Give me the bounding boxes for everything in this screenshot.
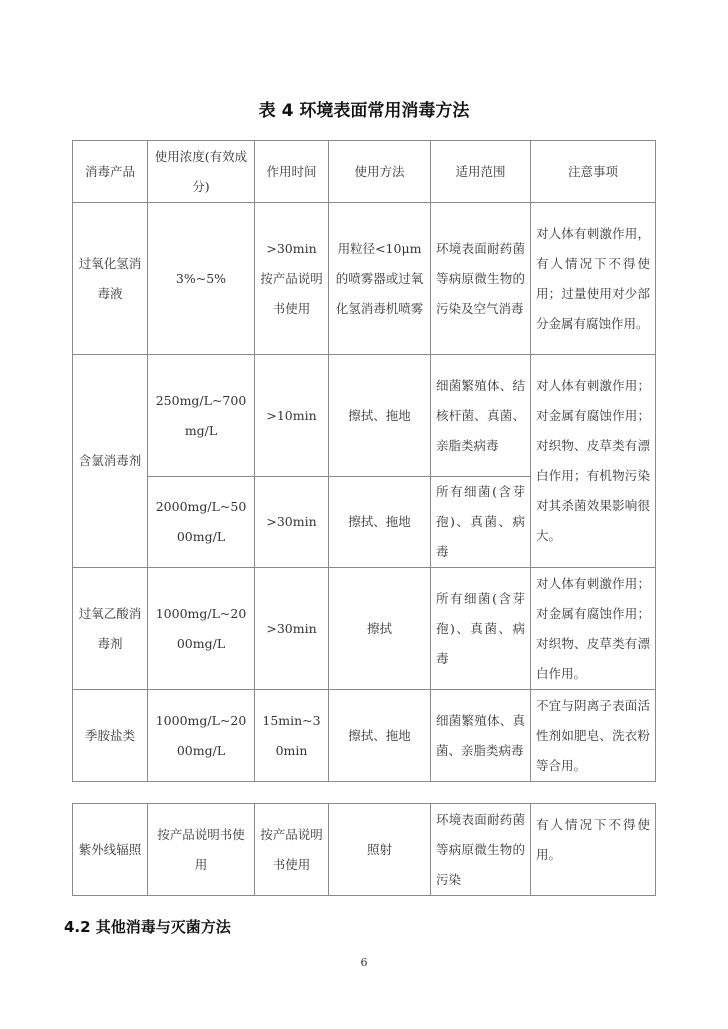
table-caption: 表 4 环境表面常用消毒方法 (258, 101, 470, 121)
uv-table (72, 803, 656, 896)
cell-method: 擦拭、拖地 (329, 477, 431, 568)
cell-method: 用粒径<10μm的喷雾器或过氧化氢消毒机喷雾 (329, 203, 431, 355)
cell-scope: 细菌繁殖体、真菌、亲脂类病毒 (431, 690, 531, 782)
cell-scope: 细菌繁殖体、结核杆菌、真菌、亲脂类病毒 (431, 355, 531, 477)
cell-scope: 环境表面耐药菌等病原微生物的污染及空气消毒 (431, 203, 531, 355)
cell-product: 过氧化氢消毒液 (73, 203, 148, 355)
cell-method: 擦拭、拖地 (329, 690, 431, 782)
cell-time: 15min~30min (255, 690, 329, 782)
table-row (73, 203, 656, 355)
cell-concentration: 1000mg/L~2000mg/L (148, 568, 255, 690)
disinfection-table (72, 140, 656, 782)
cell-time: >30min (255, 568, 329, 690)
cell-concentration: 1000mg/L~2000mg/L (148, 690, 255, 782)
cell-time: 按产品说明书使用 (255, 804, 329, 896)
cell-method: 擦拭、拖地 (329, 355, 431, 477)
cell-time: >30min 按产品说明书使用 (255, 203, 329, 355)
header-scope: 适用范围 (431, 141, 531, 203)
cell-notes: 有人情况下不得使用。 (531, 804, 656, 896)
table-row (73, 568, 656, 690)
cell-notes: 对人体有刺激作用；对金属有腐蚀作用；对织物、皮草类有漂白作用；有机物污染对其杀菌效果影响很大。 (531, 355, 656, 568)
cell-product: 紫外线辐照 (73, 804, 148, 896)
cell-time: >30min (255, 477, 329, 568)
header-notes: 注意事项 (531, 141, 656, 203)
cell-concentration: 2000mg/L~5000mg/L (148, 477, 255, 568)
table-row (73, 804, 656, 896)
section-heading: 4.2 其他消毒与灭菌方法 (64, 918, 231, 936)
header-product: 消毒产品 (73, 141, 148, 203)
cell-method: 擦拭 (329, 568, 431, 690)
header-concentration: 使用浓度(有效成分) (148, 141, 255, 203)
cell-concentration: 3%~5% (148, 203, 255, 355)
cell-notes: 不宜与阴离子表面活性剂如肥皂、洗衣粉等合用。 (531, 690, 656, 782)
cell-scope: 所有细菌(含芽孢)、真菌、病毒 (431, 477, 531, 568)
cell-scope: 环境表面耐药菌等病原微生物的污染 (431, 804, 531, 896)
cell-notes: 对人体有刺激作用；对金属有腐蚀作用；对织物、皮草类有漂白作用。 (531, 568, 656, 690)
cell-scope: 所有细菌(含芽孢)、真菌、病毒 (431, 568, 531, 690)
header-time: 作用时间 (255, 141, 329, 203)
table-header-row (73, 141, 656, 203)
cell-time: >10min (255, 355, 329, 477)
cell-concentration: 250mg/L~700mg/L (148, 355, 255, 477)
table-row (73, 690, 656, 782)
cell-product: 季胺盐类 (73, 690, 148, 782)
page-number: 6 (360, 956, 368, 969)
cell-concentration: 按产品说明书使用 (148, 804, 255, 896)
cell-method: 照射 (329, 804, 431, 896)
cell-product: 过氧乙酸消毒剂 (73, 568, 148, 690)
table-row (73, 355, 656, 477)
header-method: 使用方法 (329, 141, 431, 203)
cell-product: 含氯消毒剂 (73, 355, 148, 568)
cell-notes: 对人体有刺激作用，有人情况下不得使用；过量使用对少部分金属有腐蚀作用。 (531, 203, 656, 355)
